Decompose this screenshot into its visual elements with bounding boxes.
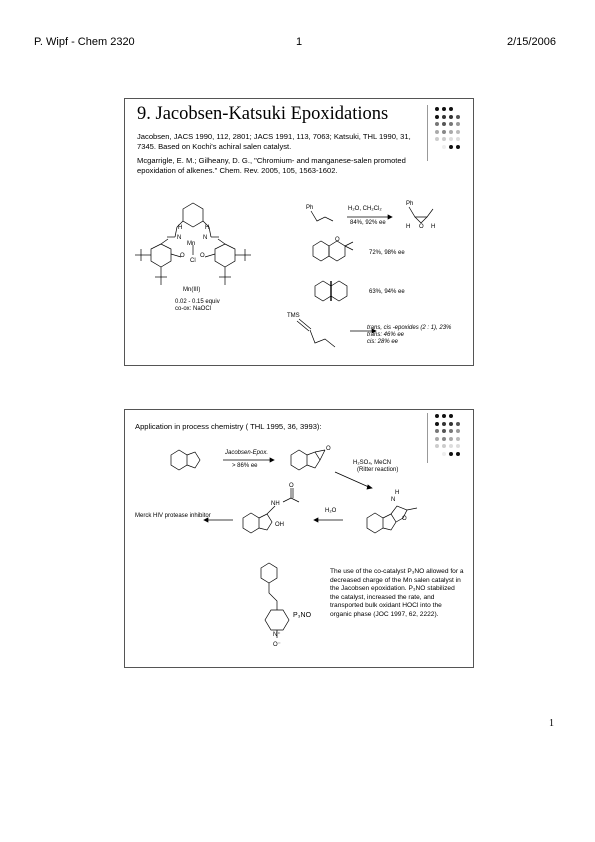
conditions-label: H₂O, CH₂Cl₂ bbox=[348, 206, 382, 212]
product-label: Merck HIV protease inhibitor bbox=[135, 513, 211, 519]
atom-N-left: N bbox=[177, 235, 182, 241]
atom-OH: OH bbox=[275, 522, 284, 528]
reference-review: Mcgarrigle, E. M.; Gilheany, D. G., "Chromium- and manganese-salen promoted epoxidation of alkenes." Chem. Rev. 2005, 105, 1563-1602. bbox=[137, 156, 406, 175]
atom-TMS: TMS bbox=[287, 313, 300, 319]
atom-O-right: O bbox=[200, 253, 205, 259]
reference-jacobsen: Jacobsen, JACS 1990, 112, 2801; JACS 1991, 113, 7063; Katsuki, THL 1990, 31, 7345. Based on Kochi's achiral salen catalyst. bbox=[137, 132, 411, 151]
atom-Ph-1: Ph bbox=[306, 205, 314, 211]
atom-O-epox: O bbox=[419, 224, 424, 230]
result-3: 63%, 94% ee bbox=[369, 289, 405, 295]
result-1: 84%, 92% ee bbox=[350, 220, 386, 226]
catalyst-name: Mn(III) bbox=[183, 287, 201, 293]
step2-condition: (Ritter reaction) bbox=[357, 467, 399, 473]
header-course: P. Wipf - Chem 2320 bbox=[34, 36, 135, 48]
atom-Cl: Cl bbox=[190, 258, 196, 264]
atom-H-epox-1: H bbox=[406, 224, 411, 230]
atom-NH: NH bbox=[271, 501, 280, 507]
atom-H-oxazoline: H bbox=[395, 490, 400, 496]
atom-H-left: H bbox=[178, 225, 183, 231]
catalyst-loading: 0.02 - 0.15 equiv bbox=[175, 299, 220, 305]
atom-N-right: N bbox=[203, 235, 208, 241]
page-number: 1 bbox=[549, 718, 554, 729]
atom-N-plus: N⁺ bbox=[273, 632, 281, 638]
atom-O-chromene: O bbox=[335, 237, 340, 243]
slide-title: 9. Jacobsen-Katsuki Epoxidations bbox=[137, 104, 389, 124]
cooxidant: co-ox: NaOCl bbox=[175, 306, 212, 312]
header-page: 1 bbox=[296, 36, 303, 48]
cocatalyst-note: The use of the co-catalyst P₃NO allowed for a decreased charge of the Mn salen catalyst in the Jacobsen epoxidation. P₃NO stabilized the catalyst, increased the rate, and transported bulk oxidant HOCl into the organic phase (JOC 1997, 62, 2222). bbox=[330, 568, 464, 618]
atom-O-amide: O bbox=[289, 483, 294, 489]
slide-1 bbox=[124, 98, 474, 366]
step2-reagent: H₂SO₄, MeCN bbox=[353, 460, 392, 466]
result-2: 72%, 98% ee bbox=[369, 250, 405, 256]
atom-O-oxazoline: O bbox=[402, 516, 407, 522]
step1-ee: > 86% ee bbox=[232, 463, 258, 469]
cocatalyst-label: P₃NO bbox=[293, 612, 312, 619]
slide2-structures bbox=[125, 410, 475, 669]
result-4-line-3: cis: 28% ee bbox=[367, 339, 399, 345]
atom-O-epoxide: O bbox=[326, 446, 331, 452]
slide-2 bbox=[124, 409, 474, 668]
result-4-line-2: trans: 46% ee bbox=[367, 332, 405, 338]
slide2-intro: Application in process chemistry ( THL 1995, 36, 3993): bbox=[135, 422, 322, 431]
result-4-line-1: trans, cis -epoxides (2 : 1), 23% bbox=[367, 325, 452, 331]
atom-O-minus: O⁻ bbox=[273, 642, 281, 648]
atom-O-left: O bbox=[180, 253, 185, 259]
atom-Ph-2: Ph bbox=[406, 201, 414, 207]
atom-N-oxazoline: N bbox=[391, 497, 396, 503]
atom-Mn: Mn bbox=[187, 241, 196, 247]
step3-reagent: H₂O bbox=[325, 508, 337, 514]
header-date: 2/15/2006 bbox=[507, 36, 556, 48]
atom-H-epox-2: H bbox=[431, 224, 436, 230]
step1-reagent: Jacobsen-Epox. bbox=[225, 450, 269, 456]
atom-H-right: H bbox=[205, 225, 210, 231]
